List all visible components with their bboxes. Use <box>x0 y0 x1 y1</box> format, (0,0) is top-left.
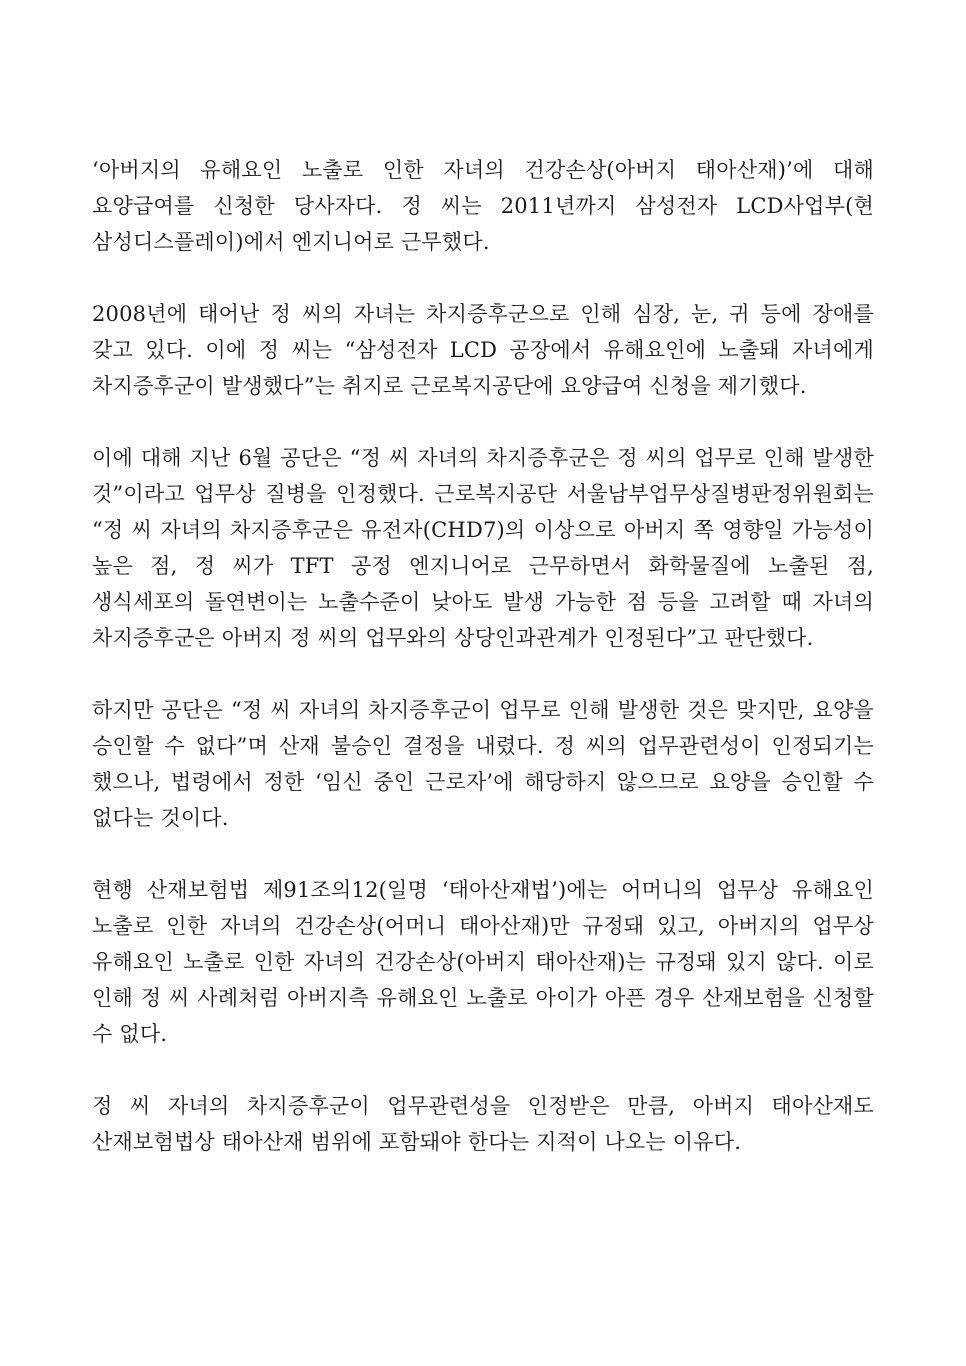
paragraph-3: 이에 대해 지난 6월 공단은 “정 씨 자녀의 차지증후군은 정 씨의 업무로 인해 발생한 것”이라고 업무상 질병을 인정했다. 근로복지공단 서울남부업무상질병판정위원회는 “정 씨 자녀의 차지증후군은 유전자(CHD7)의 이상으로 아버지 쪽 영향일 가능성이 높은 점, 정 씨가 TFT 공정 엔지니어로 근무하면서 화학물질에 노출된 점, 생식세포의 돌연변이는 노출수준이 낮아도 발생 가능한 점 등을 고려할 때 자녀의 차지증후군은 아버지 정 씨의 업무와의 상당인과관계가 인정된다”고 판단했다. <box>92 446 874 650</box>
paragraph-4: 하지만 공단은 “정 씨 자녀의 차지증후군이 업무로 인해 발생한 것은 맞지만, 요양을 승인할 수 없다”며 산재 불승인 결정을 내렸다. 정 씨의 업무관련성이 인정되기는 했으나, 법령에서 정한 ‘임신 중인 근로자’에 해당하지 않으므로 요양을 승인할 수 없다는 것이다. <box>92 698 874 830</box>
article-body <box>92 152 874 1160</box>
paragraph-2: 2008년에 태어난 정 씨의 자녀는 차지증후군으로 인해 심장, 눈, 귀 등에 장애를 갖고 있다. 이에 정 씨는 “삼성전자 LCD 공장에서 유해요인에 노출돼 자녀에게 차지증후군이 발생했다”는 취지로 근로복지공단에 요양급여 신청을 제기했다. <box>92 302 874 398</box>
paragraph-6: 정 씨 자녀의 차지증후군이 업무관련성을 인정받은 만큼, 아버지 태아산재도 산재보험법상 태아산재 범위에 포함돼야 한다는 지적이 나오는 이유다. <box>92 1094 874 1154</box>
paragraph-1: ‘아버지의 유해요인 노출로 인한 자녀의 건강손상(아버지 태아산재)’에 대해 요양급여를 신청한 당사자다. 정 씨는 2011년까지 삼성전자 LCD사업부(현 삼성디스플레이)에서 엔지니어로 근무했다. <box>92 158 874 254</box>
paragraph-5: 현행 산재보험법 제91조의12(일명 ‘태아산재법’)에는 어머니의 업무상 유해요인 노출로 인한 자녀의 건강손상(어머니 태아산재)만 규정돼 있고, 아버지의 업무상 유해요인 노출로 인한 자녀의 건강손상(아버지 태아산재)는 규정돼 있지 않다. 이로 인해 정 씨 사례처럼 아버지측 유해요인 노출로 아이가 아픈 경우 산재보험을 신청할 수 없다. <box>92 878 874 1046</box>
